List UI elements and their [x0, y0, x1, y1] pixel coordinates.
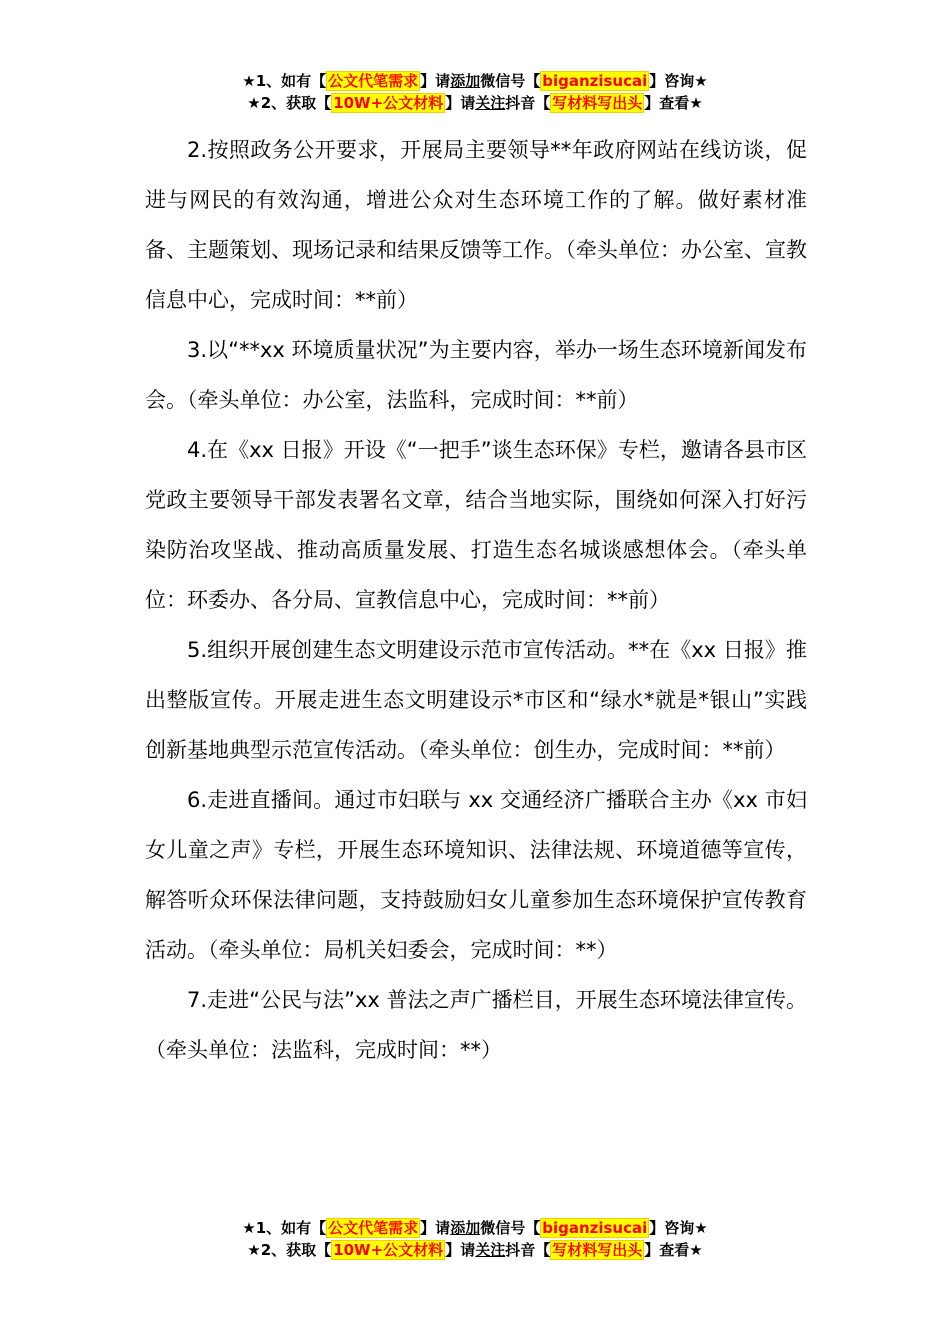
- banner-text: 】咨询★: [649, 1219, 708, 1237]
- banner-line-1: [0, 70, 950, 92]
- banner-highlight: 公文代笔需求: [328, 1219, 419, 1237]
- banner-douyin-id: 写材料写出头: [552, 1241, 643, 1259]
- banner-underline: 添加: [450, 1219, 481, 1237]
- banner-text: 抖音【: [505, 1241, 551, 1259]
- banner-underline: 关注: [475, 1241, 506, 1259]
- banner-text: 】请: [420, 1219, 451, 1237]
- banner-text: 】咨询★: [649, 72, 708, 90]
- banner-text: 微信号【: [480, 72, 541, 90]
- document-body: [145, 125, 807, 1075]
- banner-douyin-id: 写材料写出头: [552, 94, 643, 112]
- banner-text: 】请: [420, 72, 451, 90]
- banner-underline: 添加: [450, 72, 481, 90]
- paragraph-item-3: 3.以“**xx 环境质量状况”为主要内容，举办一场生态环境新闻发布会。（牵头单位：办公室，法监科，完成时间：**前）: [145, 338, 807, 412]
- banner-text: ★1、如有【: [242, 1219, 327, 1237]
- banner-line-1: [0, 1217, 950, 1239]
- banner-text: ★1、如有【: [242, 72, 327, 90]
- banner-text: 微信号【: [480, 1219, 541, 1237]
- banner-wechat-id: biganzisucai: [542, 72, 648, 90]
- paragraph-item-7: 7.走进“公民与法”xx 普法之声广播栏目，开展生态环境法律宣传。（牵头单位：法监科，完成时间：**）: [145, 988, 807, 1062]
- banner-wechat-id: biganzisucai: [542, 1219, 648, 1237]
- paragraph-item-5: 5.组织开展创建生态文明建设示范市宣传活动。**在《xx 日报》推出整版宣传。开展走进生态文明建设示*市区和“绿水*就是*银山”实践创新基地典型示范宣传活动。（牵头单位：创生办，完成时间：**前）: [145, 638, 807, 762]
- banner-text: 】查看★: [644, 94, 703, 112]
- footer-banner: [0, 1217, 950, 1261]
- banner-highlight: 10W+公文材料: [333, 94, 444, 112]
- paragraph-item-2: 2.按照政务公开要求，开展局主要领导**年政府网站在线访谈，促进与网民的有效沟通，增进公众对生态环境工作的了解。做好素材准备、主题策划、现场记录和结果反馈等工作。（牵头单位：办公室、宣教信息中心，完成时间：**前）: [145, 138, 807, 312]
- banner-underline: 关注: [475, 94, 506, 112]
- banner-text: ★2、获取【: [247, 1241, 332, 1259]
- banner-text: 】请: [445, 94, 476, 112]
- banner-text: 抖音【: [505, 94, 551, 112]
- paragraph-item-6: 6.走进直播间。通过市妇联与 xx 交通经济广播联合主办《xx 市妇女儿童之声》专栏，开展生态环境知识、法律法规、环境道德等宣传，解答听众环保法律问题，支持鼓励妇女儿童参加生态环境保护宣传教育活动。（牵头单位：局机关妇委会，完成时间：**）: [145, 788, 807, 962]
- paragraph-item-4: 4.在《xx 日报》开设《“一把手”谈生态环保》专栏，邀请各县市区党政主要领导干部发表署名文章，结合当地实际，围绕如何深入打好污染防治攻坚战、推动高质量发展、打造生态名城谈感想体会。（牵头单位：环委办、各分局、宣教信息中心，完成时间：**前）: [145, 438, 807, 612]
- banner-highlight: 公文代笔需求: [328, 72, 419, 90]
- banner-text: ★2、获取【: [247, 94, 332, 112]
- banner-text: 】请: [445, 1241, 476, 1259]
- banner-line-2: [0, 92, 950, 114]
- banner-text: 】查看★: [644, 1241, 703, 1259]
- header-banner: [0, 70, 950, 114]
- banner-line-2: [0, 1239, 950, 1261]
- banner-highlight: 10W+公文材料: [333, 1241, 444, 1259]
